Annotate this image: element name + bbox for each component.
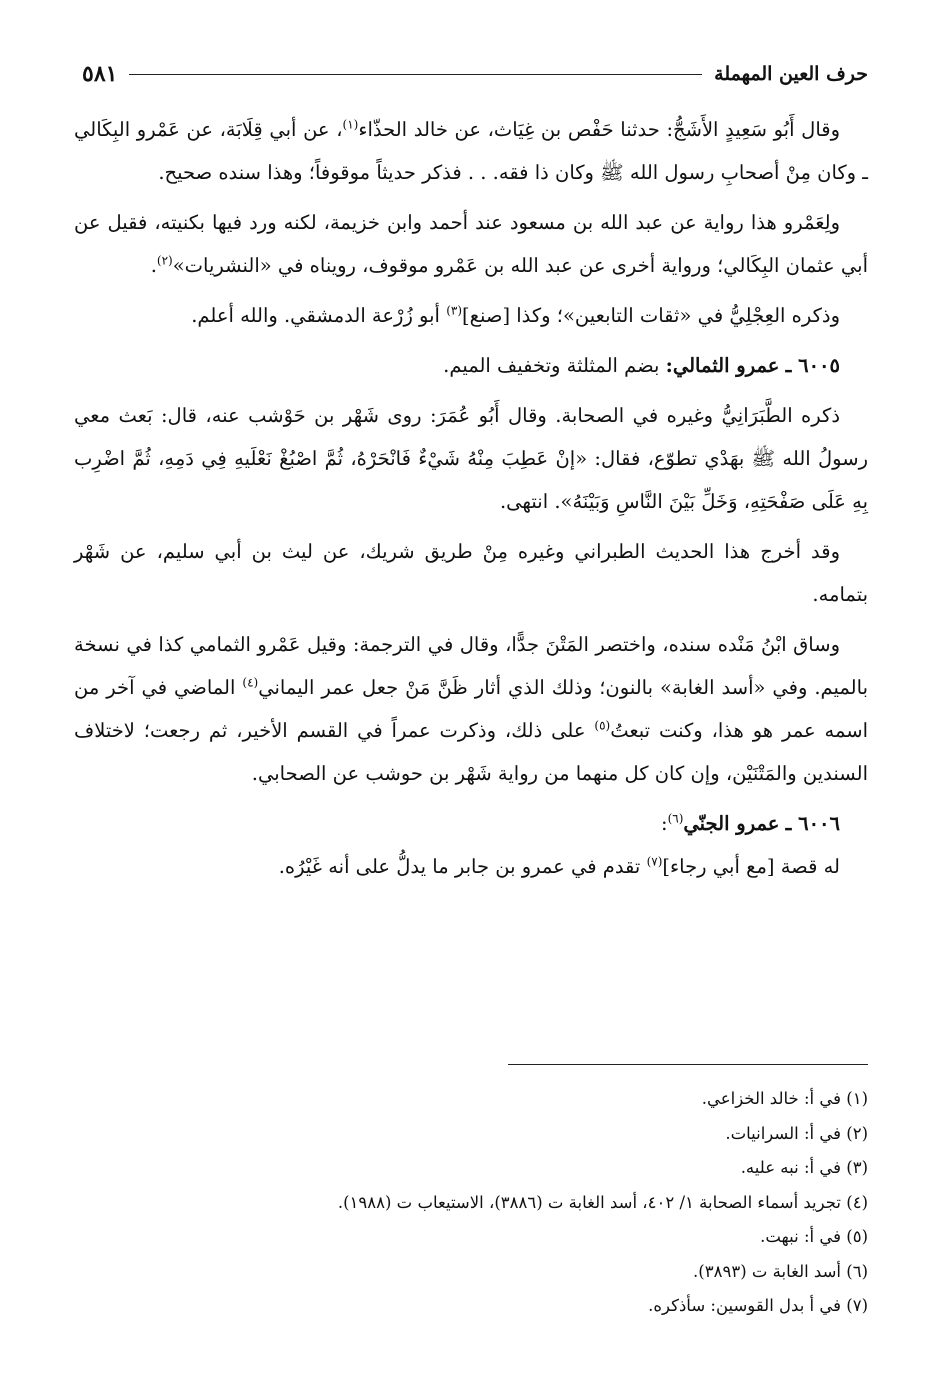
paragraph: ذكره الطَّبَرَانِيُّ وغيره في الصحابة. وقال أَبُو عُمَرَ: روى شَهْر بن حَوْشب عنه، قال: بَعث معي رسولُ الله ﷺ بهَدْي تطوّع، فقال: «إنْ عَطِبَ مِنْهُ شَيْءٌ فَانْحَرْهُ، ثُمَّ اصْبُغْ نَعْلَيهِ فِي دَمِهِ، ثُمَّ اضْرِب بِهِ عَلَى صَفْحَتِهِ، وَخَلِّ بَيْنَ النَّاسِ وَبَيْنَهُ». انتهى. <box>74 404 868 513</box>
entry-description: بضم المثلثة وتخفيف الميم. <box>443 354 660 377</box>
footnote-ref[interactable]: (٧) <box>646 854 663 869</box>
footnote-ref[interactable]: (٢) <box>156 253 173 268</box>
entry-heading-6006: ٦٠٠٦ ـ عمرو الجنّي$^{(٦)}$: <box>661 811 840 835</box>
footnotes <box>74 1082 868 1324</box>
paragraph: وقد أخرج هذا الحديث الطبراني وغيره مِنْ طريق شريك، عن ليث بن أبي سليم، عن شَهْر بتمامه. <box>74 540 868 606</box>
entry-name: عمرو الجنّي <box>683 812 780 835</box>
paragraph: وذكره العِجْلِيُّ في «ثقات التابعين»؛ وكذا [صنع]$^{(٣)}$ أبو زُرْعة الدمشقي. والله أعلم. <box>191 303 840 327</box>
footnote-divider <box>508 1064 868 1065</box>
footnote-item: (٣) في أ: نبه عليه. <box>740 1158 868 1177</box>
footnote-ref[interactable]: (٣) <box>446 303 463 318</box>
footnote-ref[interactable]: (٤) <box>242 675 259 690</box>
footnote-item: (٢) في أ: السرانيات. <box>725 1123 868 1143</box>
entry-name: عمرو الثمالي: <box>665 354 780 377</box>
entry-heading-6005 <box>74 344 868 387</box>
entry-number: ٦٠٠٦ ـ <box>785 812 840 835</box>
footnote-item: (٧) في أ بدل القوسين: سأذكره. <box>648 1296 868 1315</box>
footnote-ref[interactable]: (١) <box>342 117 359 132</box>
footnote-ref[interactable]: (٥) <box>594 718 611 733</box>
paragraph: وساق ابْنُ مَنْده سنده، واختصر المَتْنَ جدًّا، وقال في الترجمة: وقيل عَمْرو الثمامي كذا في نسخة بالميم. وفي «أسد الغابة» بالنون؛ وذلك الذي أثار ظَنَّ مَنْ جعل عمر اليماني$^{(٤)}$ الماضي في آخر من اسمه عمر هو هذا، وكنت تبعتُ$^{(٥)}$ على ذلك، وذكرت عمراً في القسم الأخير، ثم رجعت؛ لاختلاف السندين والمَتْنَيْن، وإن كان كل منهما من رواية شَهْر بن حوشب عن الصحابي. <box>74 633 868 785</box>
footnote-item: (٦) أسد الغابة ت (٣٨٩٣). <box>693 1261 868 1281</box>
chapter-title: حرف العين المهملة <box>714 63 868 85</box>
footnote-item: (٥) في أ: نبهت. <box>760 1227 868 1246</box>
footnote-item: (٤) تجريد أسماء الصحابة ١/ ٤٠٢، أسد الغابة ت (٣٨٨٦)، الاستيعاب ت (١٩٨٨). <box>337 1192 868 1212</box>
header-rule <box>129 74 702 75</box>
paragraph: وقال أَبُو سَعِيدٍ الأَشَجُّ: حدثنا حَفْص بن غِيَاث، عن خالد الحذّاء$^{(١)}$، عن أبي قِلَابَة، عن عَمْرو البِكَالي ـ وكان مِنْ أصحابِ رسول الله ﷺ وكان ذا فقه. . . فذكر حديثاً موقوفاً؛ وهذا سنده صحيح. <box>74 117 868 184</box>
paragraph: له قصة [مع أبي رجاء]$^{(٧)}$ تقدم في عمرو بن جابر ما يدلُّ على أنه غَيْرُه. <box>278 854 840 878</box>
page-number: ٥٨١ <box>82 61 118 87</box>
entry-number: ٦٠٠٥ ـ <box>785 354 840 377</box>
running-header <box>82 52 868 96</box>
paragraph: ولِعَمْرو هذا رواية عن عبد الله بن مسعود عند أحمد وابن خزيمة، لكنه ورد فيها بكنيته، فقيل عن أبي عثمان البِكَالي؛ ورواية أخرى عن عبد الله بن عَمْرو موقوف، رويناه في «النشريات»$^{(٢)}$. <box>74 211 868 277</box>
footnote-item: (١) في أ: خالد الخزاعي. <box>701 1089 868 1108</box>
footnote-ref[interactable]: (٦) <box>667 811 684 826</box>
main-text <box>74 108 868 895</box>
